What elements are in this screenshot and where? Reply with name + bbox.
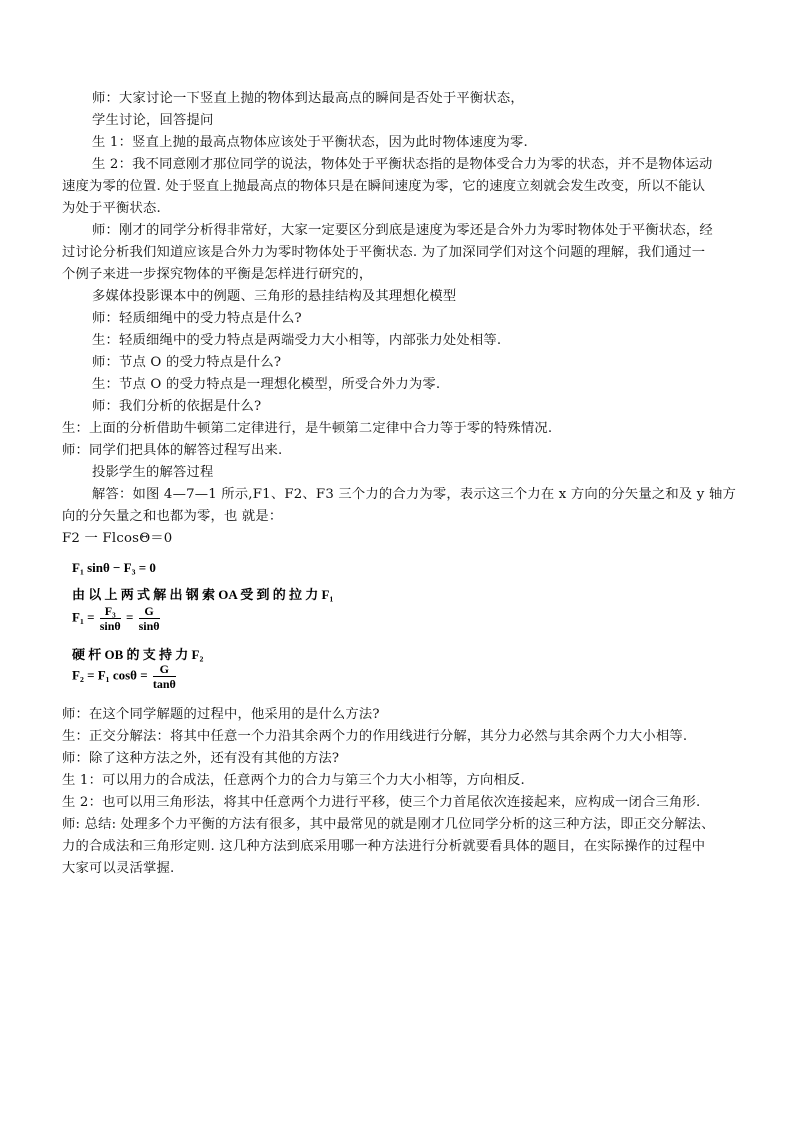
paragraph: 学生讨论，回答提问 bbox=[92, 113, 214, 128]
paragraph: 生 1：可以用力的合成法，任意两个力的合力与第三个力大小相等，方向相反. bbox=[62, 773, 525, 788]
fraction-numerator: G bbox=[139, 604, 160, 619]
formula-equation-1: F₁ sinθ − F₃ = 0 bbox=[72, 560, 156, 575]
paragraph: 速度为零的位置. 处于竖直上抛最高点的物体只是在瞬间速度为零，它的速度立刻就会发生改变，所以不能认 bbox=[62, 179, 706, 194]
paragraph: 过讨论分析我们知道应该是合外力为零时物体处于平衡状态. 为了加深同学们对这个问题的理解，我们通过一 bbox=[62, 245, 706, 260]
paragraph: 个例子来进一步探究物体的平衡是怎样进行研究的， bbox=[62, 267, 373, 282]
paragraph: 师：节点 O 的受力特点是什么? bbox=[92, 355, 282, 370]
paragraph: 师：轻质细绳中的受力特点是什么? bbox=[92, 311, 302, 326]
paragraph: 解答：如图 4—7—1 所示,F1、F2、F3 三个力的合力为零，表示这三个力在 x 方向的分矢量之和及 y 轴方 bbox=[92, 487, 736, 502]
paragraph: 生 2：我不同意刚才那位同学的说法，物体处于平衡状态指的是物体受合力为零的状态，并不是物体运动 bbox=[92, 157, 713, 172]
paragraph: 生：上面的分析借助牛顿第二定律进行，是牛顿第二定律中合力等于零的特殊情况. bbox=[62, 421, 553, 436]
paragraph: 大家可以灵活掌握. bbox=[62, 861, 175, 876]
formula-eq3-lhs: F₂ = F₁ cosθ = bbox=[72, 667, 148, 683]
paragraph: 生 1：竖直上抛的最高点物体应该处于平衡状态，因为此时物体速度为零. bbox=[92, 135, 528, 150]
formula-eq2-equals: = bbox=[125, 609, 134, 625]
paragraph: 力的合成法和三角形定则. 这几种方法到底采用哪一种方法进行分析就要看具体的题目，在实际操作的过程中 bbox=[62, 839, 706, 854]
paragraph: 为处于平衡状态. bbox=[62, 201, 161, 216]
formula-equation-3 bbox=[72, 662, 178, 691]
fraction-numerator: F₃ bbox=[100, 604, 121, 619]
paragraph: 师：在这个同学解题的过程中，他采用的是什么方法? bbox=[62, 707, 380, 722]
paragraph: 生：轻质细绳中的受力特点是两端受力大小相等，内部张力处处相等. bbox=[92, 333, 502, 348]
paragraph: 生：正交分解法：将其中任意一个力沿其余两个力的作用线进行分解，其分力必然与其余两个力大小相等. bbox=[62, 729, 688, 744]
paragraph: 师: 总结: 处理多个力平衡的方法有很多，其中最常见的就是刚才几位同学分析的这三种方法，即正交分解法、 bbox=[62, 817, 715, 832]
paragraph: 生：节点 O 的受力特点是一理想化模型，所受合外力为零. bbox=[92, 377, 441, 392]
fraction-numerator: G bbox=[153, 662, 176, 677]
fraction-denominator: sinθ bbox=[99, 619, 121, 633]
fraction bbox=[153, 662, 176, 691]
formula-equation-2 bbox=[72, 604, 162, 633]
paragraph: 师：我们分析的依据是什么? bbox=[92, 399, 262, 414]
paragraph: F2 一 FlcosΘ＝0 bbox=[62, 531, 173, 546]
paragraph: 投影学生的解答过程 bbox=[92, 465, 214, 480]
formula-text-2: 硬 杆 OB 的 支 持 力 F₂ bbox=[72, 647, 204, 662]
fraction-denominator: sinθ bbox=[138, 619, 160, 633]
paragraph: 生 2：也可以用三角形法，将其中任意两个力进行平移，使三个力首尾依次连接起来，应构成一闭合三角形. bbox=[62, 795, 701, 810]
formula-eq2-lhs: F₁ = bbox=[72, 609, 95, 625]
paragraph: 师：刚才的同学分析得非常好，大家一定要区分到底是速度为零还是合外力为零时物体处于平衡状态，经 bbox=[92, 223, 713, 238]
paragraph: 师：同学们把具体的解答过程写出来. bbox=[62, 443, 283, 458]
paragraph: 向的分矢量之和也都为零，也 就是： bbox=[62, 509, 283, 524]
paragraph: 师：大家讨论一下竖直上抛的物体到达最高点的瞬间是否处于平衡状态， bbox=[92, 91, 524, 106]
formula-text-1: 由 以 上 两 式 解 出 钢 索 OA 受 到 的 拉 力 F₁ bbox=[72, 587, 334, 602]
fraction bbox=[100, 604, 121, 633]
fraction-denominator: tanθ bbox=[152, 677, 176, 691]
fraction bbox=[139, 604, 160, 633]
paragraph: 多媒体投影课本中的例题、三角形的悬挂结构及其理想化模型 bbox=[92, 289, 457, 304]
paragraph: 师：除了这种方法之外，还有没有其他的方法? bbox=[62, 751, 340, 766]
